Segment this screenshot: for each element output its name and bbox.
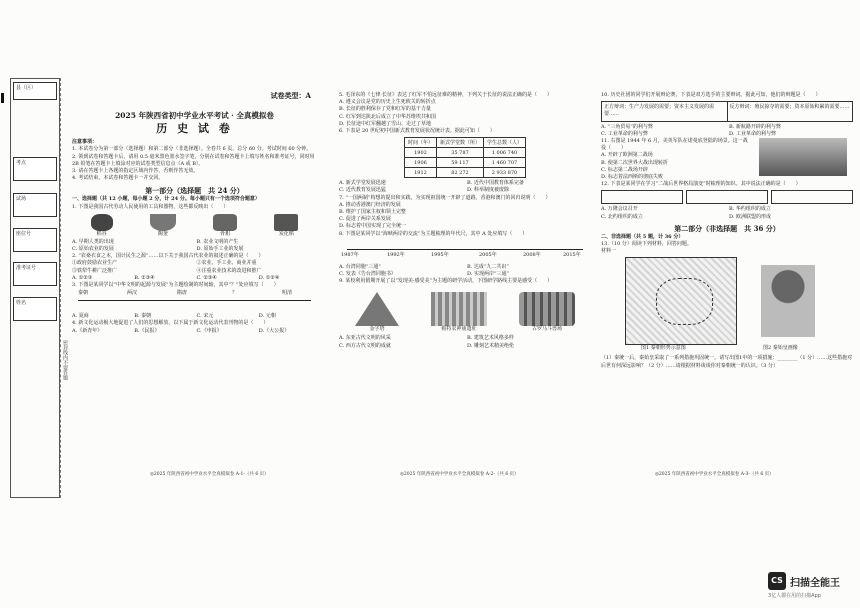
artifact-image: 陶釜 (150, 214, 176, 238)
section-title: 第一部分（选择题 共 24 分） (145, 186, 244, 196)
question-13: 13.（10 分）阅读下列材料，回答问题。 (601, 241, 692, 248)
page-footer: ◎2025 年陕西省初中学业水平全真模拟卷 A-2-（共 6 页） (400, 472, 519, 477)
colosseum-image: 古罗马斗兽场 (519, 292, 575, 333)
seal-dashed-line (60, 78, 62, 498)
question-7: 7. “一国两制”构想的提出和实践，为实现祖国统一开辟了道路。香港和澳门的回归说明（ ） (339, 194, 551, 201)
parthenon-image: 帕特农神庙遗址 (431, 292, 487, 333)
exam-type: 试卷类型：A (270, 91, 311, 100)
q1-images (72, 212, 317, 238)
qin-map (625, 257, 737, 345)
q9-images (339, 287, 591, 333)
notice-title: 注意事项： (72, 139, 98, 146)
section-instructions: 二、非选择题（共 5 题，计 36 分） (601, 233, 684, 240)
q8-timeline: 1987年 1992年 1995年 2005年 2008年 2015年 (339, 239, 591, 263)
q6-table: 时间（年） 新式学堂数（所） 学生总数（人） 1902 35 787 1 006 740 1906 59 117 1 460 707 1912 82 272 2 933 870 (404, 137, 526, 178)
artifact-image: 稻谷 (91, 214, 113, 238)
page-column-1: 试卷类型：A 2025 年陕西省初中学业水平考试 · 全真模拟卷 历 史 试 卷 注意事项： 1. 本试卷分为第一部分（选择题）和第二部分（非选择题）。全卷共 6 页，总分 60 分。考试时间 60 分钟。 2. 领到试卷和答题卡后，请用 0.5 毫米黑色墨水签字笔，分别在试卷和答题卡上填写姓名和准考证号，同时用 2B 铅笔在答题卡上填涂对应的试卷类型信息点（A 或 B）。 3. 请在答题卡上各题的指定区域内作答，否则作答无效。 4. 考试结束，本试卷和答题卡一并交回。 第一部分（选择题 共 24 分） 一、选择题（共 12 小题，每小题 2 分，计 24 分。每小题只有一个选项符合题意） 1. 下图是我国古代劳动人民使用的工具和器物，这些都反映出（ ） 稻谷 陶釜 骨耜 炭化稻 A. 早期人类的出现 B. 农业文明的产生 C. 原始农业的发展 D. 原始手工业的发展 2. “农桑衣食之本，国计民生之源”……以下关于我国古代农业的叙述正确的是（ ） ①政府鼓励农业生产 ②农业、手工业、商业并重 ③铁犁牛耕广泛推广 ④注重农业技术的改进和推广 A. ①②③ B. ①③④ C. ②③④ D. ①②④ 3. 下图是某同学以“中华文明的起源与发展”为主题绘制的时间轴，其中“？”处应填写（ ） 秦朝 两汉 隋唐 ？ 明清 A. 夏商 B. 秦朝 C. 宋元 D. 元朝 4. 新文化运动极大地促进了人们的思想解放，以下属于新文化运动代表刊物的是（ ） A.《新青年》 B.《民报》 C.《申报》 D.《大公报》 (72, 92, 317, 335)
notice-item: 2. 领到试卷和答题卡后，请用 0.5 毫米黑色墨水签字笔，分别在试卷和答题卡上填写姓名和准考证号，同时用 2B 铅笔在答题卡上填涂对应的试卷类型信息点（A 或 B）。 (72, 153, 315, 167)
page-column-2: 5. 毛泽东的《七律·长征》表达了红军不怕远征难的精神，下列关于长征的说法正确的是（ ） A. 遵义会议是党的历史上生死攸关的转折点 B. 长征的胜利保存了党和红军的基干力量 C. 红军到达陕北后成立了中华苏维埃共和国 D. 长征途中红军翻越了雪山、走过了草地 6. 下表是 20 世纪初中国新式教育发展状况统计表。据此可知（ ） 时间（年） 新式学堂数（所） 学生总数（人） 1902 35 787 1 006 740 1906 59 117 1 460 707 1912 82 272 2 933 870 A. 新式学堂发展迅速 B. 近代中国教育体系完备 C. 近代教育发展迅猛 D. 科举制度被废除 7. “一国两制”构想的提出和实践，为实现祖国统一开辟了道路。香港和澳门的回归说明（ ） A. 推动香港澳门经济的发展 B. 维护了国家主权和领土完整 C. 促进了两岸关系发展 D. 标志着中国实现了完全统一 8. 下图是某同学以“海峡两岸的交流”为主题梳理的年代尺，其中 A 处应填写（ ） 1987年 1992年 1995年 2005年 2008年 2015年 A. 台湾同胞“三通” B. 达成“九二共识” C. 发表《告台湾同胞书》 D. 实现两岸“三通” 9. 某校利用假期开展了以“发现美·感受美”为主题的研学活动，下图研学路线主要是感受（ ） 金字塔 帕特农神庙遗址 古罗马斗兽场 A. 东亚古代文明的风采 B. 建筑艺术风格多样 C. 西方古代文明的成就 D. 雕刻艺术精美绝伦 (339, 92, 591, 350)
page-title: 历 史 试 卷 (156, 122, 233, 136)
portrait-caption: 图2 秦始皇画像 (763, 345, 798, 352)
page-column-3: 10. 历史社团的同学们开展辩论赛，下表是双方选手的主要辩词。据此可知，他们的辩题是（ ） 正方辩词：生产力发展的需要；资本主义发展的需要…… 反方辩词：殖民掠夺的需要；资本原始积累的需要…… A. “三角贸易”的利与弊 B. 新航路开辟的利与弊 C. 工业革命的利与弊 D. 工业革命的利与弊 11. 右图是 1944 年 6 月，美英军队在诺曼底登陆的场景。这一战役（ ） A. 开辟了欧洲第二战场 B. 使第二次世界大战出现转折 C. 标志第二战场开辟 D. 标志着法西斯的彻底失败 12. 下表是某同学在学习“二战后世界格局演变”时梳理的知识。其中说法正确的是（ ） A. 万隆会议召开 B. 华约组织的成立 C. 北约组织的成立 D. 欧洲联盟的形成 第二部分（非选择题 共 36 分） 二、非选择题（共 5 题，计 36 分） 13.（10 分）阅读下列材料，回答问题。 材料一 图1 秦朝形势示意图 图2 秦始皇画像 （1）秦统一后，秦始皇采取了一系列措施巩固统一。请写出图1中的一项措施：________（1 分）……这些措施对后世有何深远影响？（2 分）……请根据材料谈谈你对秦朝统一的认识。（3 分） (601, 92, 853, 369)
question-13-text: （1）秦统一后，秦始皇采取了一系列措施巩固统一。请写出图1中的一项措施：________（1 分）……这些措施对后世有何深远影响？（2 分）……请根据材料谈谈你对秦朝统一的认识。（3 分） (601, 355, 853, 369)
question-9: 9. 某校利用假期开展了以“发现美·感受美”为主题的研学活动，下图研学路线主要是感受（ ） (339, 278, 553, 285)
binding-field: 考点 (13, 157, 57, 181)
q13-figures (601, 257, 853, 353)
binding-strip (10, 78, 60, 498)
map-caption: 图1 秦朝形势示意图 (641, 345, 686, 352)
q12-table (601, 190, 853, 204)
exam-header: 2025 年陕西省初中学业水平考试 · 全真模拟卷 (115, 111, 274, 121)
page-footer: ◎2025 年陕西省初中学业水平全真模拟卷 A-1-（共 6 页） (150, 472, 269, 477)
material-label: 材料一 (601, 248, 617, 255)
app-subtitle: 3亿人都在用的扫描App (768, 593, 821, 599)
section-title: 第二部分（非选择题 共 36 分） (674, 223, 780, 233)
normandy-photo (759, 138, 847, 176)
q1-options: A. 早期人类的出现 B. 农业文明的产生 (72, 238, 239, 245)
question-10: 10. 历史社团的同学们开展辩论赛，下表是双方选手的主要辩词。据此可知，他们的辩题是（ ） (601, 92, 821, 98)
question-11: 11. 右图是 1944 年 6 月，美英军队在诺曼底登陆的场景。这一战役（ ） A. 开辟了欧洲第二战场 B. 使第二次世界大战出现转折 C. 标志第二战场开辟 D. 标志着法西斯的彻底失败 (601, 138, 853, 181)
question-4: 4. 新文化运动极大地促进了人们的思想解放，以下属于新文化运动代表刊物的是（ ） (72, 320, 269, 327)
binding-field: 姓名 (13, 297, 57, 321)
app-watermark (768, 572, 840, 599)
page-footer: ◎2025 年陕西省初中学业水平全真模拟卷 A-3-（共 6 页） (655, 472, 774, 477)
question-1: 1. 下图是我国古代劳动人民使用的工具和器物，这些都反映出（ ） (72, 203, 229, 210)
q3-timeline: 秦朝 两汉 隋唐 ？ 明清 (72, 290, 317, 312)
question-12: 12. 下表是某同学在学习“二战后世界格局演变”时梳理的知识。其中说法正确的是（ ） (601, 181, 801, 188)
binding-field: 县（区） (13, 82, 57, 100)
question-5: 5. 毛泽东的《七律·长征》表达了红军不怕远征难的精神，下列关于长征的说法正确的是（ ） (339, 92, 552, 98)
artifact-image: 炭化稻 (274, 214, 298, 238)
section-instructions: 一、选择题（共 12 小题，每小题 2 分，计 24 分。每小题只有一个选项符合题意） (72, 196, 260, 203)
notice-item: 4. 考试结束，本试卷和答题卡一并交回。 (72, 175, 164, 182)
notice-item: 3. 请在答题卡上各题的指定区域内作答，否则作答无效。 (72, 168, 199, 175)
question-6: 6. 下表是 20 世纪初中国新式教育发展状况统计表。据此可知（ ） (339, 128, 495, 135)
binding-field: 准考证号 (13, 262, 57, 286)
q10-table: 正方辩词：生产力发展的需要；资本主义发展的需要…… 反方辩词：殖民掠夺的需要；资本原始积累的需要…… (601, 101, 853, 121)
question-3: 3. 下图是某同学以“中华文明的起源与发展”为主题绘制的时间轴，其中“？”处应填写（ ） (72, 282, 279, 289)
scan-edge-mark (1, 93, 4, 103)
app-logo-icon: CS (768, 572, 786, 590)
artifact-image: 骨耜 (213, 214, 237, 238)
binding-field: 座位号 (13, 228, 57, 252)
pyramid-image: 金字塔 (355, 292, 399, 333)
app-name: 扫描全能王 (790, 577, 840, 589)
notice-item: 1. 本试卷分为第一部分（选择题）和第二部分（非选择题）。全卷共 6 页，总分 60 分。考试时间 60 分钟。 (72, 146, 312, 153)
question-8: 8. 下图是某同学以“海峡两岸的交流”为主题梳理的年代尺，其中 A 处应填写（ ） (339, 230, 528, 237)
question-2: 2. “农桑衣食之本，国计民生之源”……以下关于我国古代农业的叙述正确的是（ ） (72, 253, 264, 260)
portrait-image (761, 265, 815, 337)
binding-field: 试场 (13, 193, 57, 217)
seal-note: 密封线内不要答题 (62, 340, 68, 380)
